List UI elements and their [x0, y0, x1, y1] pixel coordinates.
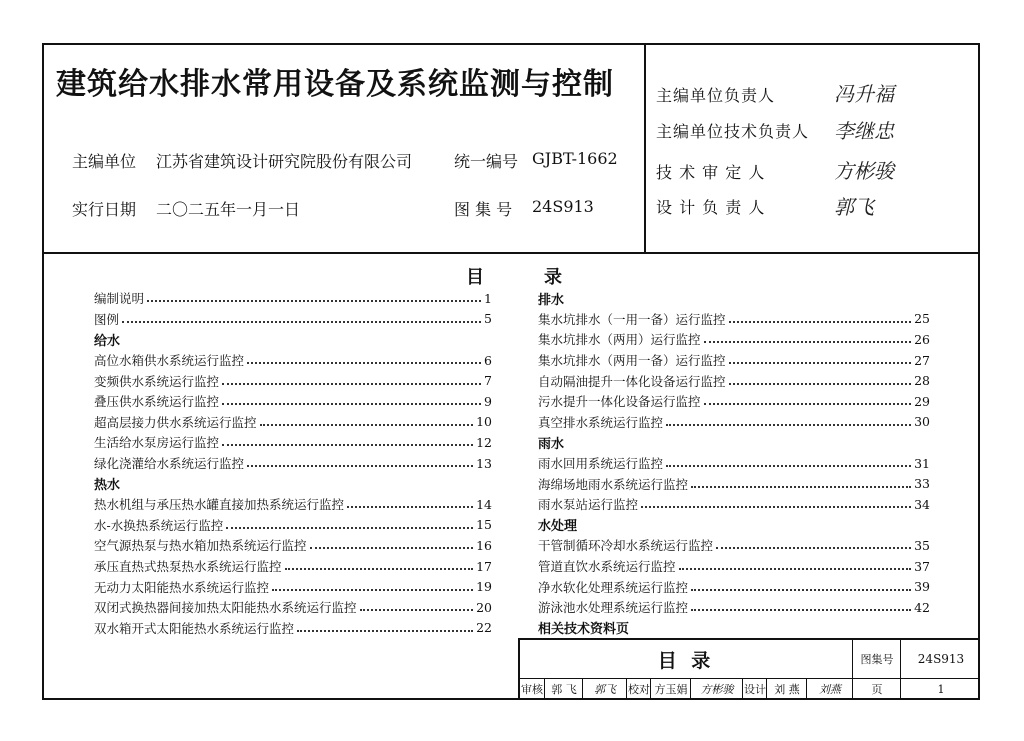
- toc-entry-label: 净水软化处理系统运行监控: [538, 579, 689, 595]
- code-value: GJBT-1662: [532, 149, 618, 168]
- toc-entry-label: 相关技术资料页: [538, 622, 630, 638]
- toc-entry: [538, 412, 930, 433]
- toc-entry: [94, 556, 492, 577]
- atlas-label: 图 集 号: [454, 200, 513, 219]
- toc-entry: [94, 535, 492, 556]
- responsible-signature-2: 李继忠: [834, 119, 894, 143]
- toc-entry-label: 水-水换热系统运行监控: [94, 517, 224, 533]
- footer-review-name: 郭 飞: [544, 678, 583, 700]
- toc-entry: [538, 494, 930, 515]
- footer-design-label: 设计: [742, 678, 767, 700]
- toc-title-left: 目: [466, 267, 484, 288]
- toc-leader-dots: [666, 465, 911, 467]
- toc-entry-page: 29: [914, 393, 930, 409]
- toc-entry: [94, 515, 492, 536]
- footer-review-label: 审核: [521, 683, 543, 696]
- toc-leader-dots: [729, 362, 912, 364]
- toc-entry: [94, 618, 492, 639]
- toc-entry-label: 干管制循环冷却水系统运行监控: [538, 538, 714, 554]
- toc-entry-page: 15: [476, 517, 492, 533]
- toc-leader-dots: [729, 321, 912, 323]
- toc-entry-label: 无动力太阳能热水系统运行监控: [94, 579, 270, 595]
- footer-check-name: 方玉娟: [650, 678, 691, 700]
- editor-label: 主编单位: [72, 152, 137, 171]
- toc-entry-label: 集水坑排水（一用一备）运行监控: [538, 311, 726, 327]
- toc-entry-label: 空气源热泵与热水箱加热系统运行监控: [94, 538, 307, 554]
- toc-entry: [538, 309, 930, 330]
- responsible-signature-3: 方彬骏: [834, 159, 894, 183]
- toc-section-heading: [94, 329, 492, 350]
- toc-entry-label: 海绵场地雨水系统运行监控: [538, 476, 689, 492]
- toc-entry-label: 变频供水系统运行监控: [94, 373, 220, 389]
- toc-entry-page: 25: [914, 311, 930, 327]
- toc-entry-page: 37: [914, 558, 930, 574]
- toc-entry-page: 30: [914, 414, 930, 430]
- toc-entry-label: 雨水泵站运行监控: [538, 497, 639, 513]
- toc-entry-page: 26: [914, 331, 930, 347]
- toc-entry-page: 5: [484, 311, 492, 327]
- toc-entry: [538, 535, 930, 556]
- footer-check-label: 校对: [626, 678, 651, 700]
- toc-entry-label: 双闭式换热器间接加热太阳能热水系统运行监控: [94, 600, 357, 616]
- footer-design-name: 刘 燕: [766, 678, 807, 700]
- toc-entry-page: 13: [476, 455, 492, 471]
- toc-entry-label: 排水: [538, 292, 565, 308]
- toc-entry: [94, 453, 492, 474]
- toc-entry-label: 污水提升一体化设备运行监控: [538, 394, 701, 410]
- toc-leader-dots: [247, 362, 481, 364]
- toc-leader-dots: [347, 506, 473, 508]
- toc-entry-label: 真空排水系统运行监控: [538, 414, 664, 430]
- footer-review-signature: 郭飞: [582, 678, 627, 700]
- toc-entry-page: 34: [914, 496, 930, 512]
- drawing-frame: [42, 43, 980, 700]
- toc-entry: [538, 473, 930, 494]
- toc-leader-dots: [704, 341, 912, 343]
- toc-leader-dots: [691, 486, 911, 488]
- toc-entry: [94, 350, 492, 371]
- footer-page-label: 页: [852, 678, 901, 700]
- footer-atlas-value: 24S913: [900, 640, 981, 678]
- toc-entry: [94, 576, 492, 597]
- toc-entry-page: 20: [476, 599, 492, 615]
- toc-entry: [538, 370, 930, 391]
- toc-section-heading: [538, 618, 930, 639]
- toc-entry-label: 游泳池水处理系统运行监控: [538, 600, 689, 616]
- toc-leader-dots: [222, 403, 481, 405]
- footer-title: 目 录: [657, 649, 715, 672]
- toc-entry-label: 编制说明: [94, 291, 145, 307]
- toc-entry-page: 39: [914, 579, 930, 595]
- responsible-role-4: 设 计 负 责 人: [656, 198, 766, 217]
- toc-entry: [538, 329, 930, 350]
- toc-leader-dots: [641, 506, 911, 508]
- toc-leader-dots: [310, 547, 474, 549]
- footer-check-signature: 方彬骏: [690, 678, 743, 700]
- responsible-role-3: 技 术 审 定 人: [656, 163, 766, 182]
- toc-entry: [538, 350, 930, 371]
- toc-entry-page: 19: [476, 579, 492, 595]
- toc-entry: [94, 597, 492, 618]
- toc-entry-page: 35: [914, 537, 930, 553]
- footer-title-block: [518, 638, 980, 700]
- title-block: [44, 45, 978, 254]
- toc-entry-label: 生活给水泵房运行监控: [94, 435, 220, 451]
- toc-entry-label: 叠压供水系统运行监控: [94, 394, 220, 410]
- date-value: 二〇二五年一月一日: [156, 200, 301, 219]
- toc-leader-dots: [666, 424, 911, 426]
- toc-leader-dots: [247, 465, 473, 467]
- toc-entry-label: 绿化浇灌给水系统运行监控: [94, 456, 245, 472]
- toc-entry-page: 10: [476, 414, 492, 430]
- toc-leader-dots: [360, 609, 474, 611]
- toc-entry-page: 9: [484, 393, 492, 409]
- date-label: 实行日期: [72, 200, 137, 219]
- toc-leader-dots: [147, 300, 481, 302]
- footer-design-signature: 刘燕: [806, 678, 853, 700]
- toc-entry: [538, 391, 930, 412]
- toc-leader-dots: [679, 568, 912, 570]
- toc-leader-dots: [122, 321, 481, 323]
- footer-atlas-label: 图集号: [852, 640, 901, 678]
- atlas-value: 24S913: [532, 197, 594, 216]
- toc-entry-label: 双水箱开式太阳能热水系统运行监控: [94, 620, 295, 636]
- toc-entry-label: 雨水: [538, 436, 565, 452]
- toc-entry-label: 集水坑排水（两用）运行监控: [538, 332, 701, 348]
- toc-entry-label: 给水: [94, 333, 121, 349]
- toc-entry-label: 雨水回用系统运行监控: [538, 456, 664, 472]
- toc-entry-page: 28: [914, 373, 930, 389]
- toc-left-column: [94, 288, 492, 638]
- toc-entry: [538, 597, 930, 618]
- toc-title-right: 录: [544, 267, 562, 288]
- toc-entry-page: 42: [914, 599, 930, 615]
- toc-leader-dots: [222, 383, 481, 385]
- toc-entry-page: 31: [914, 455, 930, 471]
- toc-entry: [94, 391, 492, 412]
- toc-entry-label: 超高层接力供水系统运行监控: [94, 414, 257, 430]
- responsible-signature-4: 郭飞: [834, 195, 874, 219]
- toc-entry-page: 7: [484, 373, 492, 389]
- toc-leader-dots: [272, 589, 473, 591]
- toc-leader-dots: [691, 609, 911, 611]
- toc-entry-page: 27: [914, 352, 930, 368]
- toc-entry-page: 33: [914, 476, 930, 492]
- toc-entry: [94, 432, 492, 453]
- toc-entry: [94, 412, 492, 433]
- toc-leader-dots: [222, 444, 473, 446]
- toc-entry-label: 水处理: [538, 519, 578, 535]
- header-divider: [644, 45, 646, 252]
- toc-entry-page: 14: [476, 496, 492, 512]
- toc-leader-dots: [691, 589, 911, 591]
- toc-section-heading: [94, 473, 492, 494]
- toc-entry-label: 承压直热式热泵热水系统运行监控: [94, 559, 282, 575]
- toc-entry-label: 高位水箱供水系统运行监控: [94, 353, 245, 369]
- toc-leader-dots: [704, 403, 912, 405]
- toc-entry: [94, 288, 492, 309]
- toc-section-heading: [538, 432, 930, 453]
- toc-right-column: [538, 288, 930, 638]
- code-label: 统一编号: [454, 152, 519, 171]
- footer-page-value: 1: [900, 678, 981, 700]
- toc-entry-label: 集水坑排水（两用一备）运行监控: [538, 353, 726, 369]
- toc-leader-dots: [297, 630, 473, 632]
- toc-entry: [538, 576, 930, 597]
- toc-entry: [94, 309, 492, 330]
- toc-entry: [538, 556, 930, 577]
- toc-entry-label: 管道直饮水系统运行监控: [538, 559, 676, 575]
- toc-entry: [94, 370, 492, 391]
- toc-entry-page: 6: [484, 352, 492, 368]
- document-title: 建筑给水排水常用设备及系统监测与控制: [56, 67, 614, 102]
- responsible-signature-1: 冯升福: [834, 82, 894, 106]
- toc-leader-dots: [285, 568, 474, 570]
- toc-leader-dots: [226, 527, 473, 529]
- toc-entry-label: 自动隔油提升一体化设备运行监控: [538, 373, 726, 389]
- toc-entry-page: 16: [476, 537, 492, 553]
- editor-value: 江苏省建筑设计研究院股份有限公司: [156, 152, 413, 171]
- responsible-role-2: 主编单位技术负责人: [656, 122, 810, 141]
- toc-entry-page: 17: [476, 558, 492, 574]
- toc-entry: [94, 494, 492, 515]
- toc-entry-label: 热水: [94, 478, 121, 494]
- toc-leader-dots: [716, 547, 911, 549]
- toc-entry-page: 12: [476, 434, 492, 450]
- toc-entry-label: 图例: [94, 311, 120, 327]
- responsible-role-1: 主编单位负责人: [656, 86, 776, 105]
- toc-section-heading: [538, 515, 930, 536]
- toc-leader-dots: [729, 383, 912, 385]
- toc-entry-page: 22: [476, 620, 492, 636]
- toc-entry: [538, 453, 930, 474]
- toc-section-heading: [538, 288, 930, 309]
- toc-entry-label: 热水机组与承压热水罐直接加热系统运行监控: [94, 497, 345, 513]
- toc-entry-page: 1: [484, 290, 492, 306]
- toc-leader-dots: [260, 424, 474, 426]
